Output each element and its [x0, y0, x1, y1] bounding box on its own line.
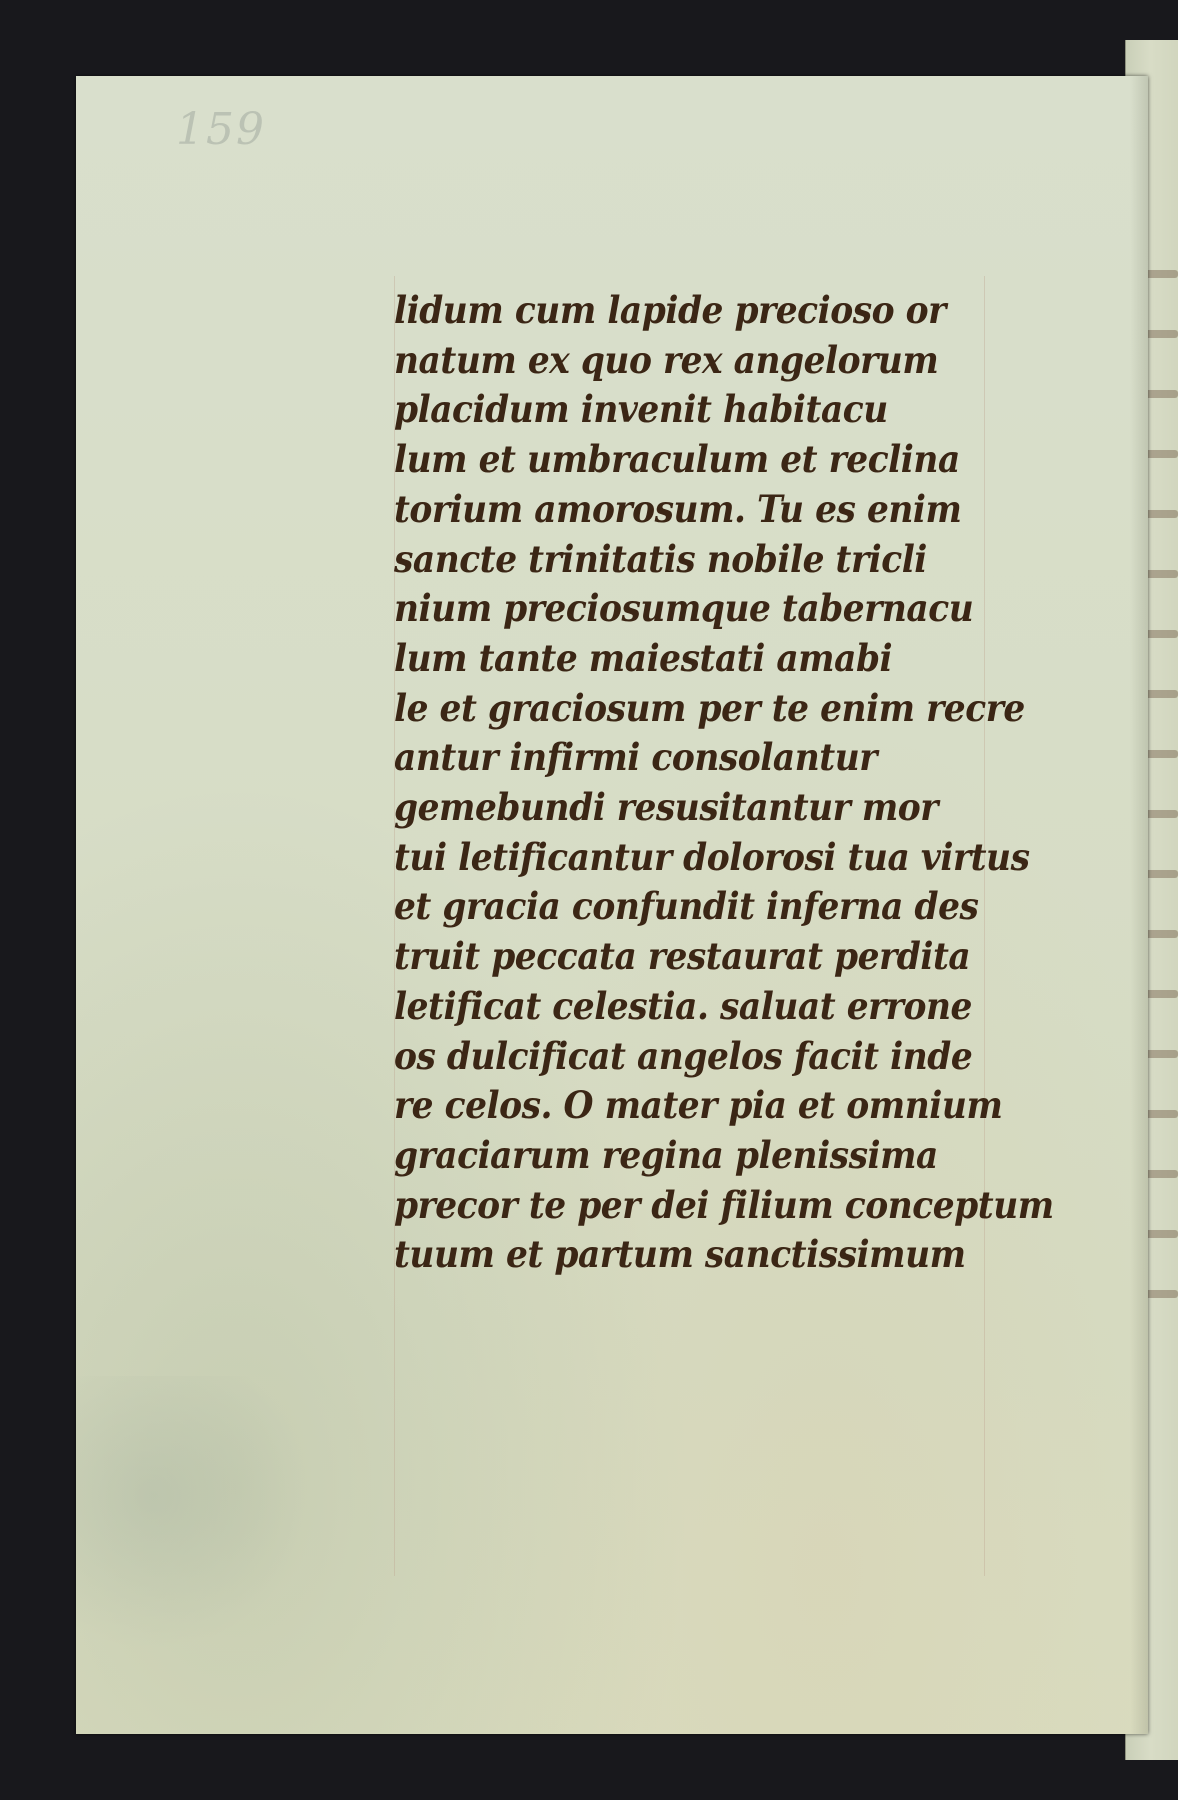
text-line: os dulcificat angelos facit inde [394, 1033, 973, 1078]
text-line: letificat celestia. saluat errone [394, 983, 972, 1028]
text-line: tuum et partum sanctissimum [394, 1232, 966, 1277]
folio-number: 159 [176, 104, 266, 155]
text-line: sancte trinitatis nobile tricli [394, 536, 927, 581]
text-line: lum et umbraculum et reclina [394, 437, 960, 482]
text-line: placidum invenit habitacu [394, 387, 888, 432]
text-line: nium preciosumque tabernacu [394, 586, 974, 631]
text-line: truit peccata restaurat perdita [394, 934, 971, 979]
text-line: torium amorosum. Tu es enim [394, 486, 962, 531]
text-line: le et graciosum per te enim recre [394, 685, 1025, 730]
text-line: gemebundi resusitantur mor [394, 785, 938, 830]
ruling-line-right [984, 276, 985, 1576]
leaf-edge-shadow [1130, 76, 1148, 1734]
parchment-stain [76, 1376, 336, 1676]
text-line: et gracia confundit inferna des [394, 884, 979, 929]
text-line: natum ex quo rex angelorum [394, 337, 939, 382]
text-line: precor te per dei filium conceptum [394, 1182, 1054, 1227]
text-line: lidum cum lapide precioso or [394, 288, 946, 332]
text-line: lum tante maiestati amabi [394, 635, 893, 680]
text-line: re celos. O mater pia et omnium [394, 1083, 1003, 1128]
text-block [394, 286, 1054, 1280]
text-line: graciarum regina plenissima [394, 1132, 938, 1177]
parchment-leaf [76, 76, 1148, 1734]
text-line: tui letificantur dolorosi tua virtus [394, 834, 1030, 879]
text-line: antur infirmi consolantur [394, 735, 877, 780]
